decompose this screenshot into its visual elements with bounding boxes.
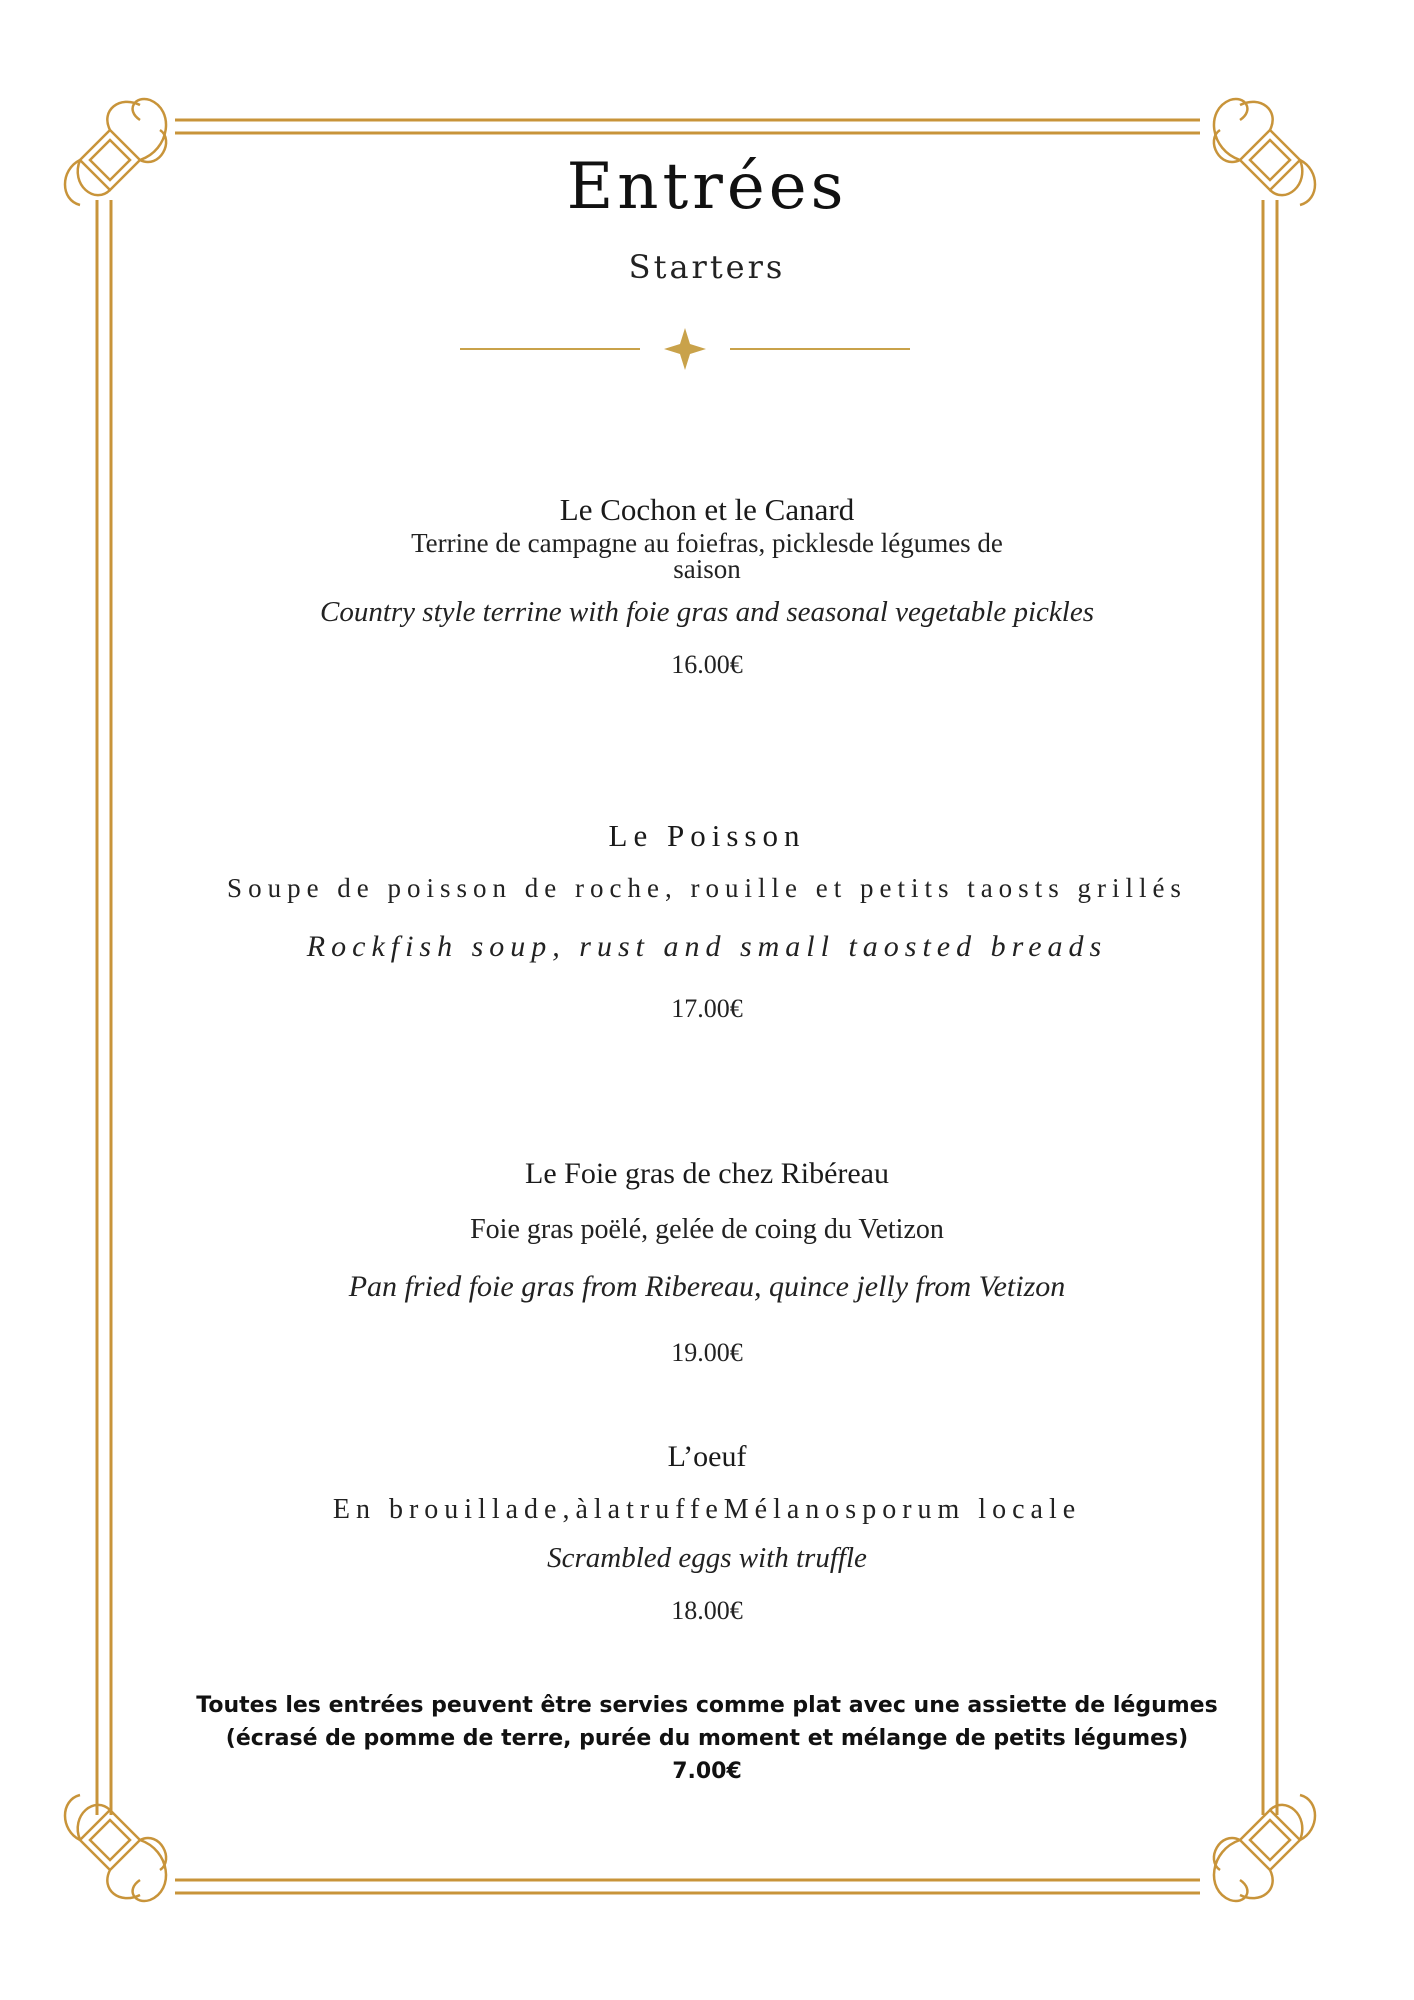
price-cochon-canard: 16.00€ <box>671 650 743 679</box>
page-subtitle: Starters <box>628 248 786 286</box>
footer-price: 7.00€ <box>672 1759 742 1784</box>
footer-note-line2: (écrasé de pomme de terre, purée du moment et mélange de petits légumes) <box>225 1726 1189 1751</box>
dish-fr-oeuf: En brouillade,àlatruffeMélanosporum locale <box>332 1494 1082 1525</box>
price-oeuf: 18.00€ <box>671 1596 743 1625</box>
dish-fr-foie-gras: Foie gras poëlé, gelée de coing du Vetizon <box>470 1214 944 1245</box>
footer-note-line1: Toutes les entrées peuvent être servies comme plat avec une assiette de légumes <box>196 1693 1218 1718</box>
star-icon <box>664 328 706 370</box>
dish-name-oeuf: L’oeuf <box>667 1440 747 1473</box>
page-title: Entrées <box>566 150 848 224</box>
star-divider <box>460 326 910 372</box>
dish-name-foie-gras: Le Foie gras de chez Ribéreau <box>525 1157 889 1190</box>
dish-fr-cochon-canard-line1: Terrine de campagne au foiefras, picklesde légumes de <box>411 528 1003 558</box>
dish-fr-cochon-canard-line2: saison <box>673 554 741 584</box>
dish-name-poisson: Le Poisson <box>608 818 806 853</box>
dish-en-cochon-canard: Country style terrine with foie gras and seasonal vegetable pickles <box>319 596 1094 628</box>
dish-fr-poisson: Soupe de poisson de roche, rouille et petits taosts grillés <box>227 873 1187 903</box>
dish-en-oeuf: Scrambled eggs with truffle <box>547 1542 867 1574</box>
dish-en-poisson: Rockfish soup, rust and small taosted breads <box>306 930 1108 963</box>
dish-name-cochon-canard: Le Cochon et le Canard <box>559 492 855 527</box>
dish-en-foie-gras: Pan fried foie gras from Ribereau, quince jelly from Vetizon <box>348 1270 1066 1303</box>
price-foie-gras: 19.00€ <box>671 1338 743 1367</box>
price-poisson: 17.00€ <box>671 994 743 1023</box>
corner-ornament-bottom-left <box>65 1795 166 1901</box>
